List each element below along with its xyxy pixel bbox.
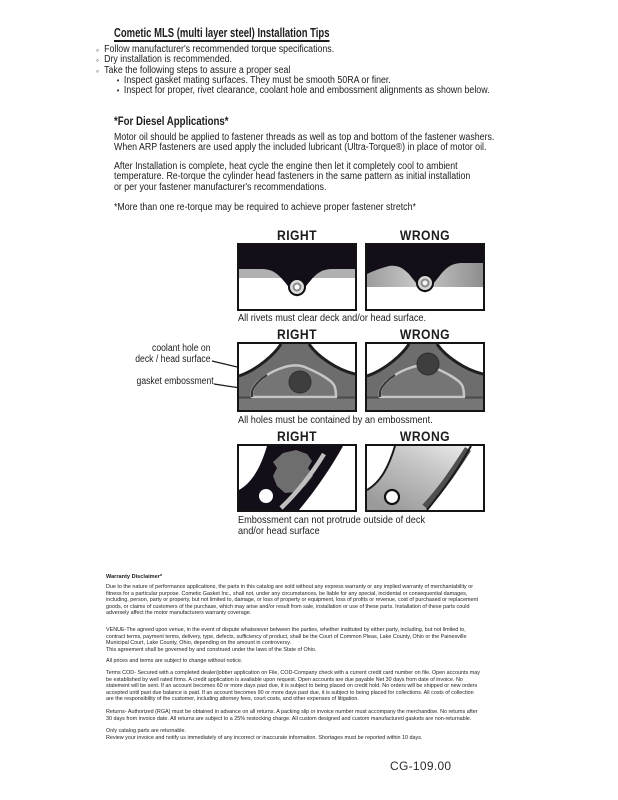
tip-bullet-text: Inspect gasket mating surfaces. They must be smooth 50RA or finer. — [123, 74, 391, 86]
diesel-paragraph-1 — [114, 133, 537, 154]
protrusion-wrong-diagram — [367, 446, 483, 510]
rivet-clearance-right-diagram — [239, 245, 355, 309]
pair2-wrong-diagram — [365, 342, 485, 412]
base-band — [367, 399, 483, 410]
pair2-right-diagram — [237, 342, 357, 412]
tip-bullet-text: Inspect for proper, rivet clearance, coolant hole and embossment alignments as shown below. — [123, 85, 490, 97]
disclaimer-paragraph-catalog — [106, 728, 422, 741]
text-line: Terms COD- Secured with a completed dealer/jobber application on File, COD-Company check with a current credit card number on file. Open accounts may — [106, 670, 480, 676]
rivet-center — [422, 280, 429, 287]
text-line: Municipal Court, Lake County, Ohio, depending on the amount in controversy. — [106, 640, 291, 646]
pair3-caption-line1: Embossment can not protrude outside of deck — [238, 515, 426, 526]
protrusion-right-diagram — [239, 446, 355, 510]
text-line: temperature. Re-torque the cylinder head fasteners in the same pattern as initial installation — [114, 171, 471, 183]
pair3-caption — [238, 515, 425, 537]
pair3-wrong-diagram — [365, 444, 485, 512]
diesel-applications-heading: *For Diesel Applications* — [114, 116, 229, 128]
tip-bullet-text: Follow manufacturer's recommended torque specifications. — [104, 44, 335, 55]
tip-bullet-text: Take the following steps to assure a proper seal — [104, 64, 291, 76]
pair1-right-label: RIGHT — [276, 228, 318, 243]
disclaimer-paragraph-venue — [106, 627, 466, 653]
base-band — [239, 399, 355, 410]
gasket-embossment-label: gasket embossment — [136, 376, 214, 387]
coolant-hole — [417, 353, 439, 375]
rivet-clearance-wrong-diagram — [367, 245, 483, 309]
embossment-right-diagram — [239, 344, 355, 410]
pair2-wrong-label: WRONG — [399, 327, 451, 342]
text-line: When ARP fasteners are used apply the included lubricant (Ultra-Torque®) in place of motor oil. — [114, 142, 487, 154]
text-line: All prices and terms are subject to change without notice. — [106, 658, 243, 664]
coolant-hole — [289, 371, 311, 393]
text-line: goods, or claims of customers of the purchase, which may arise and/or result from sale, installation or use of these parts. Installation of these parts could — [106, 603, 470, 610]
text-line: Due to the nature of performance applications, the parts in this catalog are sold without any express warranty or any implied warranty of merchantability or — [106, 584, 474, 590]
pair1-caption: All rivets must clear deck and/or head surface. — [238, 313, 427, 324]
retorque-note — [114, 203, 449, 213]
text-line: adversely affect the motor manufacturers warranty coverage. — [106, 610, 252, 616]
circle-bullet-icon: ◦ — [96, 45, 99, 55]
pair3-caption-line2: and/or head surface — [238, 526, 320, 537]
text-line: This agreement shall be governed by and construed under the laws of the State of Ohio. — [106, 646, 317, 653]
embossment-wrong-diagram — [367, 344, 483, 410]
page-number: CG-109.00 — [390, 759, 452, 773]
pair1-wrong-label: WRONG — [399, 228, 451, 243]
rivet-center — [294, 284, 301, 291]
pair2-right-label: RIGHT — [276, 327, 318, 342]
pair1-wrong-diagram — [365, 243, 485, 311]
disclaimer-paragraph-warranty — [106, 584, 478, 617]
pair3-wrong-label: WRONG — [399, 429, 451, 444]
tip-bullet-text: Dry installation is recommended. — [104, 54, 233, 66]
coolant-hole-label-line2: deck / head surface — [135, 354, 211, 365]
text-line: *More than one re-torque may be required to achieve proper fastener stretch* — [114, 202, 416, 213]
pair3-right-label: RIGHT — [276, 429, 318, 444]
text-line: accepted until past due balance is paid. If an account becomes 90 or more days past due, it is subject to being placed for collections. All costs of collection — [106, 689, 474, 696]
pair2-caption: All holes must be contained by an embossment. — [238, 415, 433, 426]
page-title: Cometic MLS (multi layer steel) Installation Tips — [114, 25, 330, 40]
text-line: 30 days from invoice date. All returns are subject to a 25% restocking charge. All custom designed and custom manufactured gaskets are non-returnable. — [106, 715, 472, 722]
pair1-right-diagram — [237, 243, 357, 311]
text-line: Only catalog parts are returnable. — [106, 728, 187, 734]
disclaimer-paragraph-returns — [106, 709, 478, 722]
diesel-paragraph-2 — [114, 162, 510, 193]
text-line: fitness for a particular purpose. Cometic Gasket Inc., shall not, under any circumstances, be liable for any special, incidental or consequential damages, — [106, 590, 468, 597]
text-line: be established by well rated firms. A credit application is available upon request. Open accounts are due payable Net 30 days from date of invoice. No — [106, 676, 463, 683]
text-line: Review your invoice and notify us immediately of any incorrect or inaccurate information. Shortages must be reported within 10 days. — [106, 734, 423, 741]
coolant-hole-label-line1: coolant hole on — [152, 343, 211, 354]
text-line: Returns- Authorized (RGA) must be obtained in advance on all returns. A packing slip or invoice number must accompany the merchandise. No returns after — [106, 709, 478, 715]
disclaimer-paragraph-prices — [106, 658, 242, 665]
text-line: contract terms, payment terms, delivery, type, defects, sufficiency of product, shall be the Court of Common Pleas, Lake County, Ohio or the Painesville — [106, 633, 467, 640]
bolt-hole — [259, 489, 273, 503]
dot-bullet-icon: • — [116, 86, 120, 96]
text-line: statement will be sent. If an account becomes 60 or more days past due, it is subject to being placed on credit hold. No orders will be shipped or new orders — [106, 683, 478, 689]
circle-bullet-icon: ◦ — [96, 65, 99, 76]
dot-bullet-icon: • — [116, 75, 120, 85]
text-line: VENUE-The agreed upon venue, in the event of dispute whatsoever between the parties, whether instituted by either party, including, but not limited to, — [106, 627, 466, 633]
warranty-disclaimer-heading: Warranty Disclaimer* — [106, 574, 163, 580]
text-line: or per your fastener manufacturer's recommendations. — [114, 181, 327, 193]
circle-bullet-icon: ◦ — [96, 55, 99, 66]
text-line: After Installation is complete, heat cycle the engine then let it completely cool to ambient — [114, 161, 458, 172]
installation-tips-list — [96, 45, 533, 96]
disclaimer-paragraph-terms — [106, 670, 480, 703]
text-line: are the responsibility of the customer, including attorney fees, court costs, and other expenses of litigation. — [106, 696, 359, 702]
pair3-right-diagram — [237, 444, 357, 512]
bolt-hole — [385, 490, 399, 504]
text-line: including, person, party or property, but not limited to, damage, or loss of property or equipment, loss of profits or revenue, cost of purchased or replacement — [106, 597, 479, 603]
coolant-hole-label — [136, 343, 211, 365]
text-line: Motor oil should be applied to fastener threads as well as top and bottom of the fastener washers. — [114, 132, 495, 143]
tip-bullet-row — [96, 86, 490, 96]
